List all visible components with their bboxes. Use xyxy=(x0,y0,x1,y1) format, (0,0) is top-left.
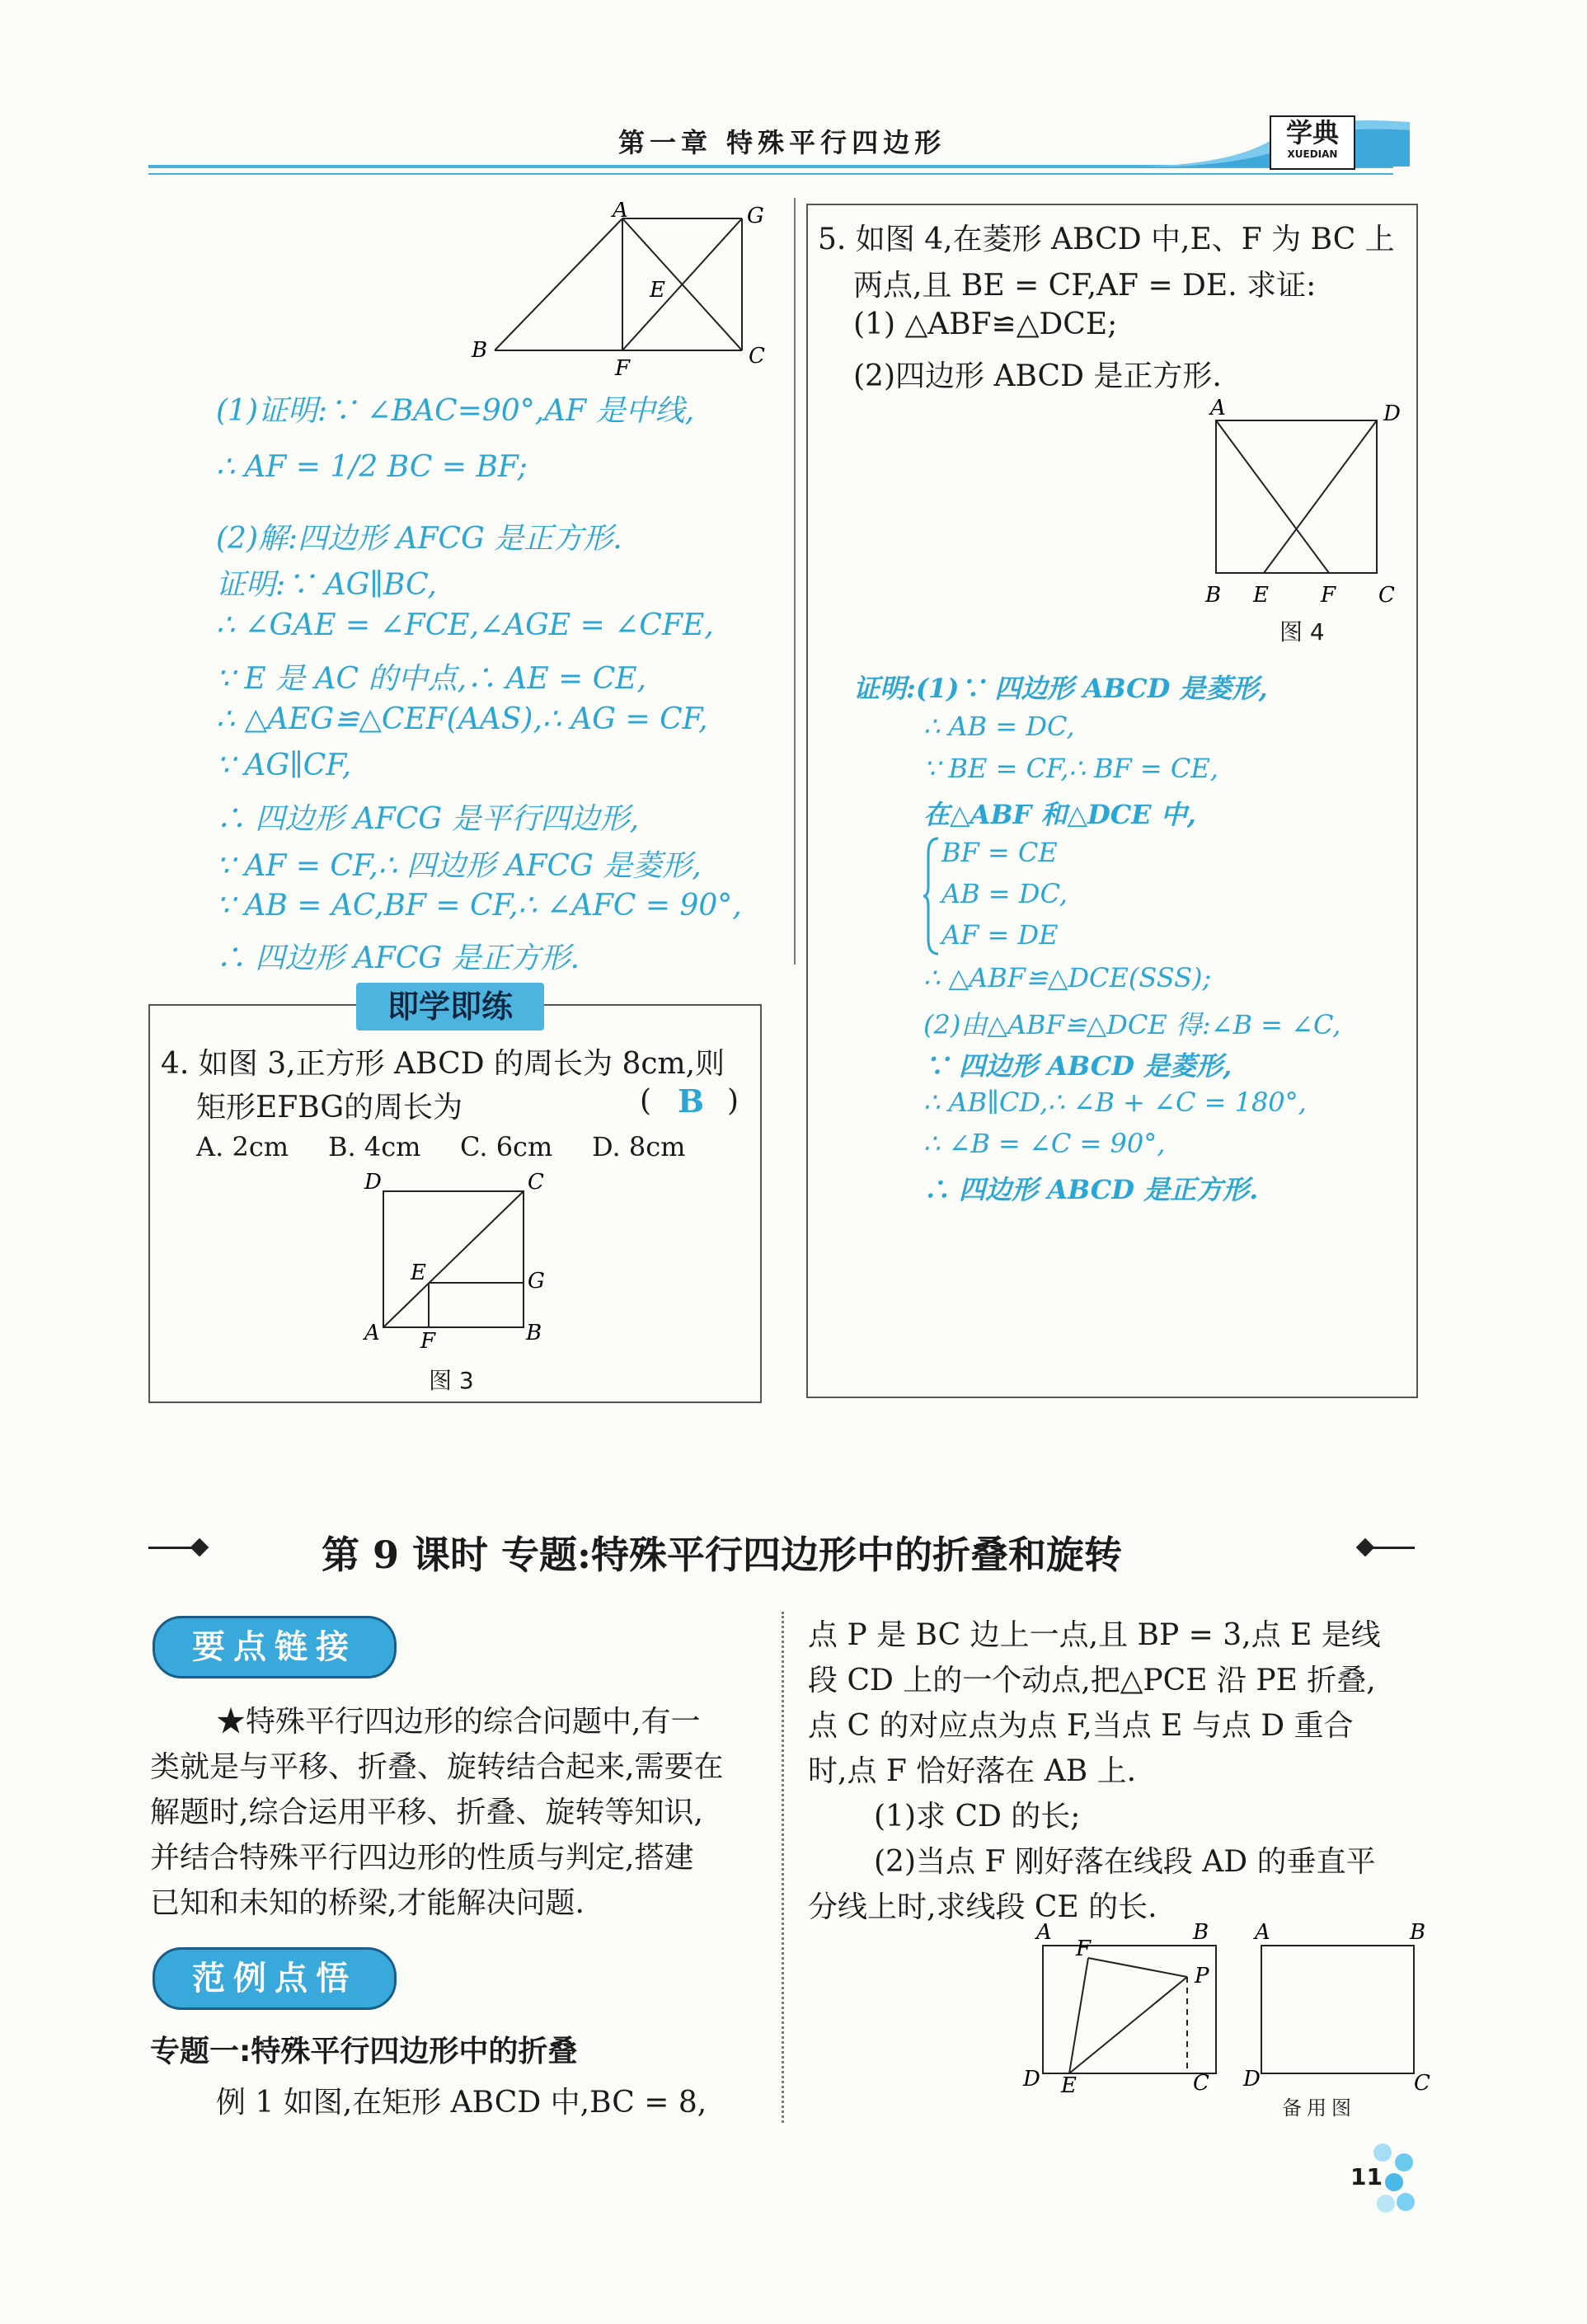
key-point-line: 解题时,综合运用平移、折叠、旋转等知识, xyxy=(150,1796,703,1829)
proof-line: AB = DC, xyxy=(941,878,1068,909)
fig-point-f: F xyxy=(615,356,631,381)
fig-point-g: G xyxy=(747,204,764,228)
q4-paren-open: ( xyxy=(640,1084,652,1118)
proof-line: (1)证明:∵ ∠BAC=90°,AF 是中线, xyxy=(216,394,695,428)
proof-line: ∴ AB = DC, xyxy=(923,711,1075,742)
example-line: 段 CD 上的一个动点,把△PCE 沿 PE 折叠, xyxy=(808,1664,1376,1697)
figure-example-1 xyxy=(1018,1921,1233,2102)
fig4-point-d: D xyxy=(1383,401,1401,426)
proof-line: ∵ AB = AC,BF = CF,∴ ∠AFC = 90°, xyxy=(216,889,742,923)
practice-badge: 即学即练 xyxy=(356,983,544,1031)
proof-line: AF = DE xyxy=(941,919,1059,951)
key-point-line: 并结合特殊平行四边形的性质与判定,搭建 xyxy=(150,1841,694,1875)
key-point-line: 类就是与平移、折叠、旋转结合起来,需要在 xyxy=(150,1750,724,1784)
fig3-point-b: B xyxy=(526,1321,542,1345)
fig4-point-f: F xyxy=(1321,583,1336,608)
proof-line: ∵ BE = CF,∴ BF = CE, xyxy=(923,753,1218,784)
q5-line: 两点,且 BE = CF,AF = DE. 求证: xyxy=(853,269,1317,303)
fig-point-e: E xyxy=(650,278,665,303)
q4-paren-close: ) xyxy=(727,1084,740,1118)
example-line: 时,点 F 恰好落在 AB 上. xyxy=(808,1754,1137,1788)
q5-line: 5. 如图 4,在菱形 ABCD 中,E、F 为 BC 上 xyxy=(818,223,1395,256)
key-point-line: 已知和未知的桥梁,才能解决问题. xyxy=(150,1886,585,1920)
fig4-point-e: E xyxy=(1253,583,1269,608)
proof-line: 在△ABF 和△DCE 中, xyxy=(923,799,1196,830)
backup-fig-caption: 备用图 xyxy=(1282,2096,1356,2120)
proof-line: 证明:∵ AG∥BC, xyxy=(216,568,437,602)
proof-line: ∵ 四边形 ABCD 是菱形, xyxy=(923,1050,1233,1082)
ex-fig-point-p: P xyxy=(1195,1964,1209,1988)
q4-answer: B xyxy=(678,1082,705,1120)
bk-fig-point-d: D xyxy=(1243,2067,1261,2092)
example-line: (1)求 CD 的长; xyxy=(874,1800,1081,1833)
proof-line: ∴ AB∥CD,∴ ∠B + ∠C = 180°, xyxy=(923,1087,1307,1118)
proof-line: ∴ ∠GAE = ∠FCE,∠AGE = ∠CFE, xyxy=(216,608,714,642)
proof-line: ∵ E 是 AC 的中点,∴ AE = CE, xyxy=(216,662,646,696)
fig4-point-c: C xyxy=(1378,583,1395,608)
logo xyxy=(1270,115,1355,170)
ex-fig-point-d: D xyxy=(1023,2067,1040,2092)
proof-line: (2)解:四边形 AFCG 是正方形. xyxy=(216,522,622,556)
fig3-point-g: G xyxy=(528,1269,545,1293)
q4-option-b: B. 4cm xyxy=(328,1131,421,1162)
topic-1-title: 专题一:特殊平行四边形中的折叠 xyxy=(150,2035,578,2068)
ex-fig-point-b: B xyxy=(1193,1921,1209,1945)
ex-fig-point-f: F xyxy=(1076,1937,1092,1961)
fig4-point-b: B xyxy=(1205,583,1222,608)
fig3-point-d: D xyxy=(364,1171,382,1195)
brace xyxy=(922,837,941,956)
chapter-title: 第一章 特殊平行四边形 xyxy=(618,127,946,158)
fig-point-a: A xyxy=(613,202,628,223)
q4-option-a: A. 2cm xyxy=(196,1131,289,1162)
bk-fig-point-b: B xyxy=(1410,1921,1426,1945)
ex-fig-point-c: C xyxy=(1193,2071,1209,2096)
proof-line: ∴ △AEG≌△CEF(AAS),∴ AG = CF, xyxy=(216,702,708,736)
proof-line: (2)由△ABF≌△DCE 得:∠B = ∠C, xyxy=(923,1009,1341,1040)
q4-line1: 4. 如图 3,正方形 ABCD 的周长为 8cm,则 xyxy=(161,1047,725,1081)
q4-option-d: D. 8cm xyxy=(592,1131,686,1162)
proof-line: ∴ 四边形 ABCD 是正方形. xyxy=(923,1174,1259,1205)
proof-line: ∴ ∠B = ∠C = 90°, xyxy=(923,1128,1166,1159)
fig3-point-f: F xyxy=(420,1329,436,1354)
figure-backup xyxy=(1237,1921,1434,2102)
example-1-start: 例 1 如图,在矩形 ABCD 中,BC = 8, xyxy=(216,2086,707,2120)
figure-afcg xyxy=(462,202,775,383)
fig-point-c: C xyxy=(749,344,765,369)
example-line: 点 P 是 BC 边上一点,且 BP = 3,点 E 是线 xyxy=(808,1618,1381,1652)
fig-point-b: B xyxy=(472,338,488,363)
page-number: 11 xyxy=(1350,2163,1383,2190)
proof-line: ∴ AF = 1/2 BC = BF; xyxy=(216,450,528,484)
proof-line: BF = CE xyxy=(941,837,1058,868)
fig4-caption: 图 4 xyxy=(1279,618,1325,646)
proof-line: ∵ AF = CF,∴ 四边形 AFCG 是菱形, xyxy=(216,849,702,883)
logo-en: XUEDIAN xyxy=(1287,148,1338,160)
examples-badge: 范例点悟 xyxy=(153,1947,397,2010)
figure-4 xyxy=(1187,392,1418,614)
q5-line: (1) △ABF≌△DCE; xyxy=(853,308,1118,341)
example-line: 分线上时,求线段 CE 的长. xyxy=(808,1890,1157,1924)
q4-line2: 矩形EFBG的周长为 xyxy=(196,1091,463,1124)
q4-option-c: C. 6cm xyxy=(460,1131,553,1162)
figure-3 xyxy=(354,1171,569,1360)
fig3-point-c: C xyxy=(528,1171,544,1195)
proof-line: ∴ 四边形 AFCG 是平行四边形, xyxy=(216,802,640,836)
bk-fig-point-c: C xyxy=(1414,2071,1430,2096)
proof-line: ∵ AG∥CF, xyxy=(216,749,352,782)
ex-fig-point-a: A xyxy=(1036,1921,1052,1945)
fig3-point-a: A xyxy=(364,1321,380,1345)
example-line: 点 C 的对应点为点 F,当点 E 与点 D 重合 xyxy=(808,1709,1354,1743)
proof-line: 证明:(1)∵ 四边形 ABCD 是菱形, xyxy=(853,673,1268,704)
ex-fig-point-e: E xyxy=(1061,2073,1077,2098)
key-points-badge: 要点链接 xyxy=(153,1616,397,1678)
header-rule-thin xyxy=(148,173,1393,175)
q5-line: (2)四边形 ABCD 是正方形. xyxy=(853,359,1222,393)
fig3-point-e: E xyxy=(411,1261,426,1285)
fig4-point-a: A xyxy=(1210,396,1226,420)
logo-cn: 学典 xyxy=(1285,117,1339,148)
title-diamond-left xyxy=(190,1538,209,1557)
example-line: (2)当点 F 刚好落在线段 AD 的垂直平 xyxy=(874,1845,1376,1879)
proof-line: ∴ 四边形 AFCG 是正方形. xyxy=(216,941,580,975)
dotted-divider xyxy=(782,1612,784,2123)
lesson-title: 第 9 课时 专题:特殊平行四边形中的折叠和旋转 xyxy=(322,1533,1123,1577)
key-point-line: ★特殊平行四边形的综合问题中,有一 xyxy=(216,1705,701,1739)
fig3-caption: 图 3 xyxy=(429,1367,474,1394)
column-divider xyxy=(794,198,796,965)
proof-line: ∴ △ABF≌△DCE(SSS); xyxy=(923,962,1212,993)
bk-fig-point-a: A xyxy=(1255,1921,1270,1945)
title-rule-right xyxy=(1369,1547,1415,1549)
